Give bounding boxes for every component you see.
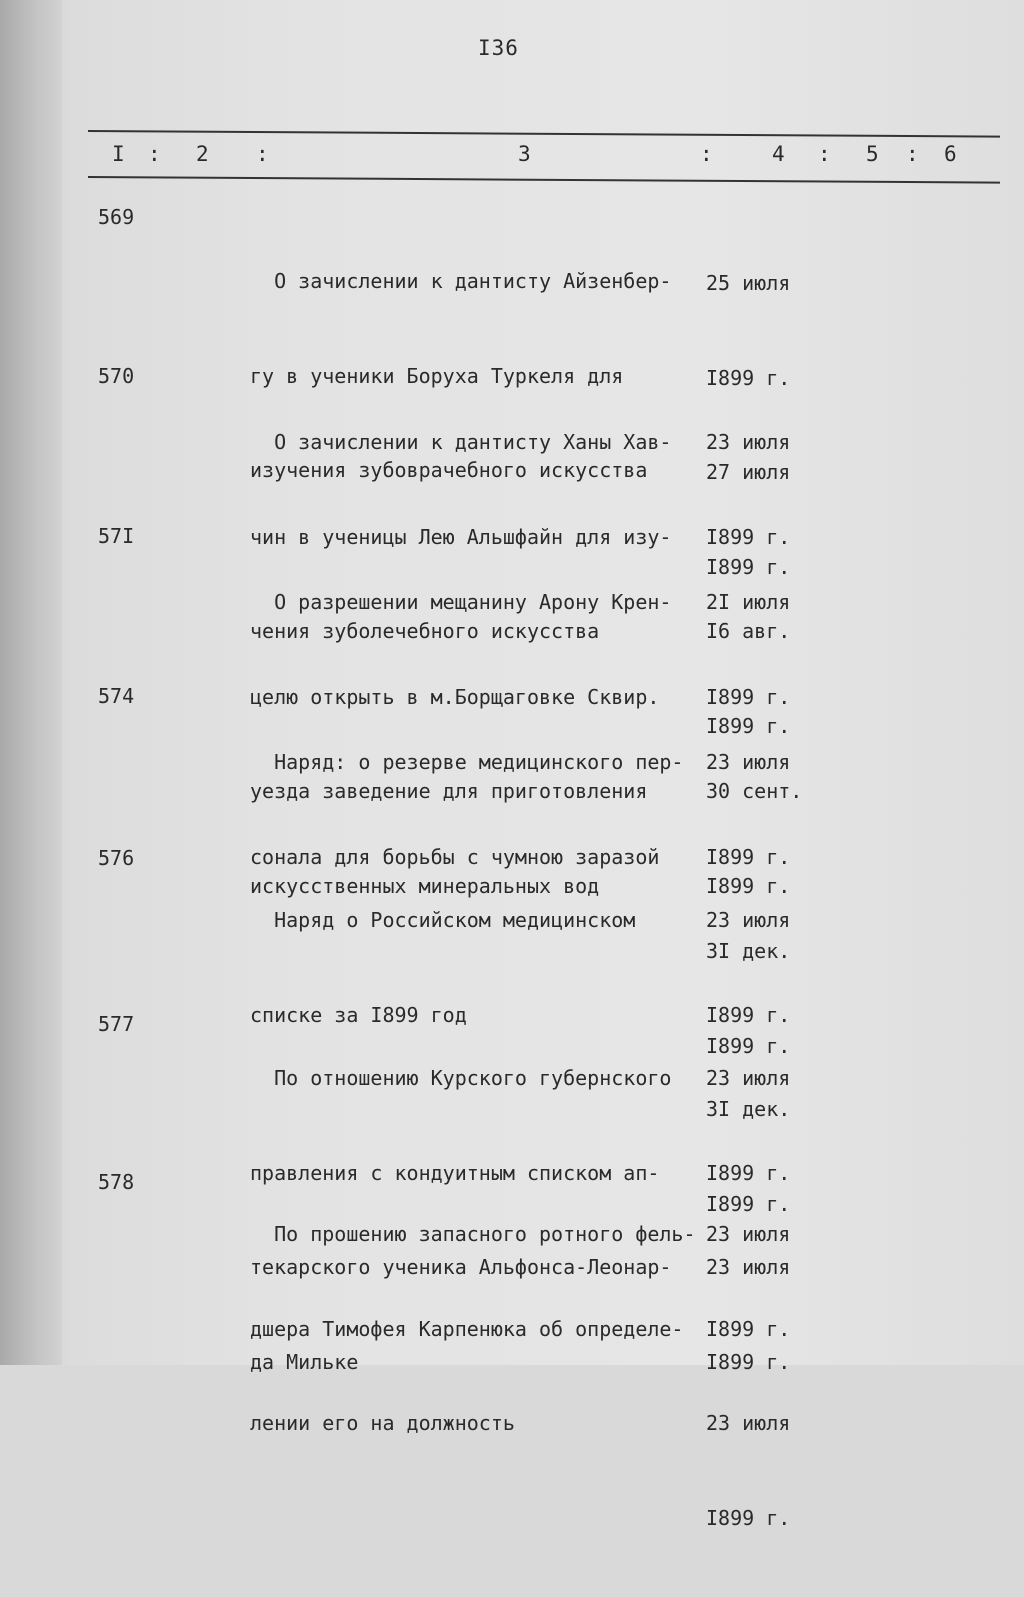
entry-title-line: целю открыть в м.Борщаговке Сквир. [250, 684, 660, 709]
col-header-sep: : [818, 142, 831, 166]
col-header-sep: : [148, 142, 161, 166]
entry-title-line: Наряд о Российском медицинском [250, 908, 636, 932]
col-header-6: 6 [944, 142, 957, 166]
entry-title-line: чения зуболечебного искусства [250, 619, 600, 643]
entry-date-end: 30 сент. [706, 779, 803, 803]
entry-date-end: 3I дек. [706, 939, 791, 963]
col-header-sep: : [906, 142, 919, 166]
page-number: I36 [478, 36, 519, 60]
entry-date-end-year: I899 г. [706, 1505, 791, 1530]
entry-title-line: изучения зубоврачебного искусства [250, 458, 648, 482]
entry-title-line: лении его на должность [250, 1411, 515, 1435]
entry-date-start: 2I июля [706, 590, 791, 614]
entry-title-line: гу в ученики Боруха Туркеля для [250, 363, 624, 388]
entry-number: 574 [98, 684, 135, 708]
entry-date-start-year: I899 г. [706, 844, 791, 869]
entry-date-start-year: I899 г. [706, 524, 791, 549]
entry-date-end-year: I899 г. [706, 1033, 791, 1058]
book-spine-shadow [0, 0, 62, 1365]
entry-number: 57I [98, 524, 135, 548]
entry-title-line: По отношению Курского губернского [250, 1066, 672, 1090]
entry-date-start: 23 июля [706, 908, 791, 932]
entry-date-end-year: I899 г. [706, 1191, 791, 1216]
col-header-3: 3 [518, 142, 531, 166]
entry-date-start-year: I899 г. [706, 1316, 791, 1341]
entry-date-end-year: I899 г. [706, 873, 791, 898]
entry-date-start: 23 июля [706, 1066, 791, 1090]
entry-date-start: 23 июля [706, 1222, 791, 1246]
entry-title-line: О зачислении к дантисту Ханы Хав- [250, 430, 672, 454]
header-rule-bottom [88, 176, 1000, 184]
entry-title-line: сонала для борьбы с чумною заразой [250, 844, 660, 869]
entry-title-line: да Мильке [250, 1349, 359, 1374]
col-header-1: I [112, 142, 125, 166]
entry-date-start-year: I899 г. [706, 1160, 791, 1185]
entry-date-end-year: I899 г. [706, 554, 791, 579]
entry-title-line: дшера Тимофея Карпенюка об определе- [250, 1316, 684, 1341]
header-rule-top [88, 130, 1000, 138]
entry-date-start: 25 июля [706, 271, 791, 295]
entry-date-start-year: I899 г. [706, 684, 791, 709]
col-header-sep: : [700, 142, 713, 166]
entry-title-line: уезда заведение для приготовления [250, 779, 648, 803]
entry-title-line: чин в ученицы Лею Альшфайн для изу- [250, 524, 672, 549]
entry-date-end: 27 июля [706, 460, 791, 484]
entry-title [250, 1156, 696, 1503]
entry-date-start-year: I899 г. [706, 1002, 791, 1027]
col-header-4: 4 [772, 142, 785, 166]
entry-number: 570 [98, 364, 135, 388]
entry-date-end-year: I899 г. [706, 1349, 791, 1374]
entry-date-end-year: I899 г. [706, 713, 791, 738]
col-header-sep: : [256, 142, 269, 166]
entry-date-end: 23 июля [706, 1411, 791, 1435]
entry-number: 577 [98, 1012, 135, 1036]
entry-number: 578 [98, 1170, 135, 1194]
entry-title-line: списке за I899 год [250, 1002, 467, 1027]
entry-title-line: Наряд: о резерве медицинского пер- [250, 750, 684, 774]
entry-date-start: 23 июля [706, 430, 791, 454]
entry-title-line: искусственных минеральных вод [250, 873, 600, 898]
entry-dates [706, 1156, 790, 1597]
entry-number: 576 [98, 846, 135, 870]
entry-title-line: текарского ученика Альфонса-Леонар- [250, 1255, 672, 1279]
entry-title-line: О разрешении мещанину Арону Крен- [250, 590, 672, 614]
entry-number: 569 [98, 205, 135, 229]
entry-date-end: I6 авг. [706, 619, 791, 643]
col-header-2: 2 [196, 142, 209, 166]
entry-date-start-year: I899 г. [706, 365, 791, 390]
entry-date-start: 23 июля [706, 750, 791, 774]
entry-title-line: По прошению запасного ротного фель- [250, 1222, 696, 1246]
entry-title-line: правления с кондуитным списком ап- [250, 1160, 660, 1185]
entry-title-line: О зачислении к дантисту Айзенбер- [250, 269, 672, 293]
col-header-5: 5 [866, 142, 879, 166]
entry-date-end: 3I дек. [706, 1097, 791, 1121]
entry-date-end: 23 июля [706, 1255, 791, 1279]
